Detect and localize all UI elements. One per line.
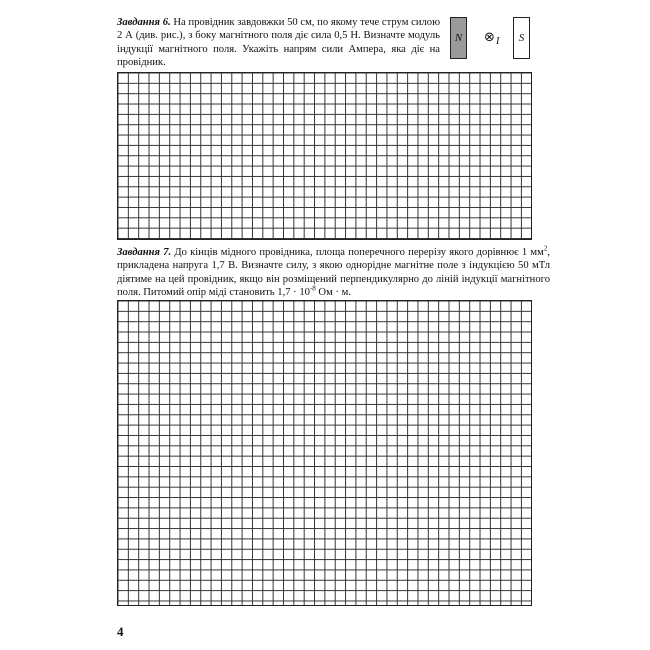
task-7-text-part1: До кінців мідного провідника, площа поперечного перерізу якого дорівнює 1 мм bbox=[174, 247, 544, 258]
task-7-superscript-2: -8 bbox=[309, 284, 316, 293]
task-7 bbox=[117, 246, 550, 300]
answer-grid-task-6[interactable] bbox=[117, 72, 532, 240]
south-pole-label: S bbox=[518, 32, 525, 44]
magnet-south-pole bbox=[513, 17, 530, 59]
magnet-north-pole bbox=[450, 17, 467, 59]
task-7-superscript-1: 2 bbox=[543, 244, 548, 253]
task-7-label: Завдання 7. bbox=[117, 247, 172, 258]
task-6-text: На провідник завдовжки 50 см, по якому тече струм силою 2 А (див. рис.), з боку магнітного поля діє сила 0,5 Н. Визначте модуль індукції магнітного поля. Укажіть напрям сили Ампера, яка діє на провідник. bbox=[117, 17, 440, 69]
page-number: 4 bbox=[117, 624, 124, 639]
task-7-text-part2: , прикладена напруга 1,7 В. Визначте силу, з якою однорідне магнітне поле з індукцією 50 мТл діятиме на цей провідник, якщо він розміщений перпендикулярно до ліній індукції магнітного поля. Питомий опір міді становить 1,7 · 10 bbox=[117, 247, 551, 299]
task-6-label: Завдання 6. bbox=[117, 17, 171, 28]
current-into-page-icon: ⊗ bbox=[484, 30, 495, 45]
task-7-text-part3: Ом · м. bbox=[315, 287, 351, 299]
task-6 bbox=[117, 16, 440, 70]
answer-grid-task-7[interactable] bbox=[117, 300, 532, 606]
current-label: I bbox=[496, 36, 500, 47]
north-pole-label: N bbox=[454, 32, 463, 44]
